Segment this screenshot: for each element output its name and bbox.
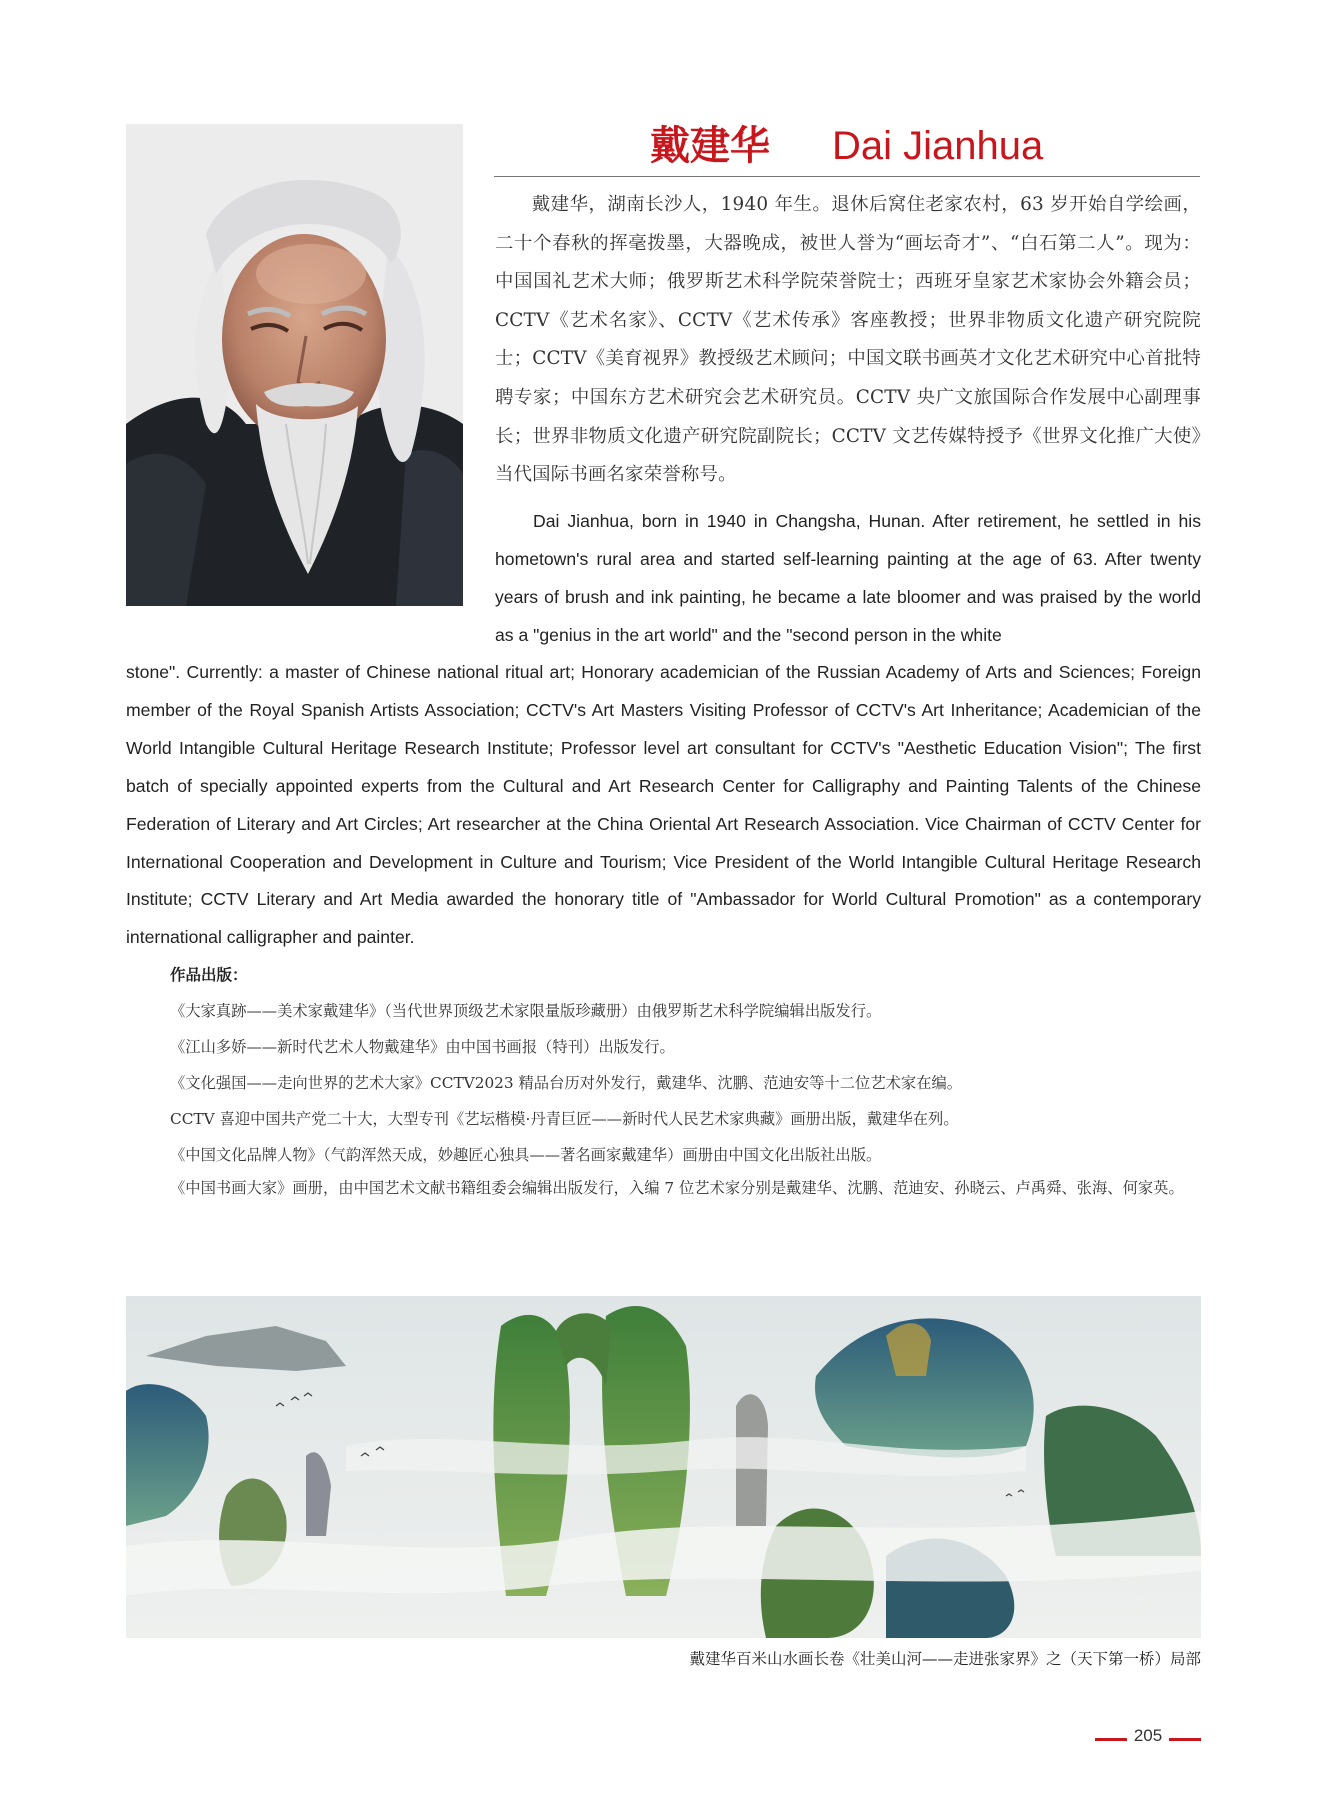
page-number-rule-right [1169, 1738, 1201, 1741]
landscape-illustration [126, 1296, 1201, 1638]
publication-item: 《中国文化品牌人物》（气韵浑然天成，妙趣匠心独具——著名画家戴建华）画册由中国文化出版社出版。 [170, 1146, 882, 1164]
biography-english-part1: Dai Jianhua, born in 1940 in Changsha, Hunan. After retirement, he settled in his hometown's rural area and started self-learning painting at the age of 63. After twenty years of brush and ink painting, he became a late bloomer and was praised by the world as a "genius in the art world" and the "second person in the white [495, 511, 1201, 645]
publication-item: 《中国书画大家》画册，由中国艺术文献书籍组委会编辑出版发行，入编 7 位艺术家分别是戴建华、沈鹏、范迪安、孙晓云、卢禹舜、张海、何家英。 [170, 1179, 1184, 1197]
biography-chinese: 戴建华，湖南长沙人，1940 年生。退休后窝住老家农村，63 岁开始自学绘画，二十个春秋的挥毫拨墨，大器晚成，被世人誉为“画坛奇才”、“白石第二人”。现为：中国国礼艺术大师；俄罗斯艺术科学院荣誉院士；西班牙皇家艺术家协会外籍会员；CCTV《艺术名家》、CCTV《艺术传承》客座教授；世界非物质文化遗产研究院院士；CCTV《美育视界》教授级艺术顾问；中国文联书画英才文化艺术研究中心首批特聘专家；中国东方艺术研究会艺术研究员。CCTV 央广文旅国际合作发展中心副理事长；世界非物质文化遗产研究院副院长；CCTV 文艺传媒特授予《世界文化推广大使》当代国际书画名家荣誉称号。 [495, 194, 1201, 486]
publication-item: 《江山多娇——新时代艺术人物戴建华》由中国书画报（特刊）出版发行。 [170, 1038, 675, 1056]
publication-item: CCTV 喜迎中国共产党二十大，大型专刊《艺坛楷模·丹青巨匠——新时代人民艺术家典藏》画册出版，戴建华在列。 [170, 1110, 959, 1128]
landscape-painting [126, 1296, 1201, 1638]
publication-item: 《大家真跡——美术家戴建华》（当代世界顶级艺术家限量版珍藏册）由俄罗斯艺术科学院编辑出版发行。 [170, 1002, 882, 1020]
page-number [1095, 1726, 1201, 1750]
publications-heading: 作品出版： [170, 966, 248, 984]
title-name-chinese: 戴建华 [650, 123, 770, 169]
painting-caption: 戴建华百米山水画长卷《壮美山河——走进张家界》之（天下第一桥）局部 [689, 1650, 1201, 1668]
title-name-english: Dai Jianhua [832, 124, 1044, 168]
publication-item: 《文化强国——走向世界的艺术大家》CCTV2023 精品台历对外发行，戴建华、沈鹏、范迪安等十二位艺术家在编。 [170, 1074, 963, 1092]
artist-portrait [126, 124, 463, 606]
page-number-rule-left [1095, 1738, 1127, 1741]
portrait-illustration [126, 124, 463, 606]
biography-english-part2: stone". Currently: a master of Chinese national ritual art; Honorary academician of the Russian Academy of Arts and Sciences; Foreign member of the Royal Spanish Artists Association; CCTV's Art Masters Visiting Professor of CCTV's Art Inheritance; Academician of the World Intangible Cultural Heritage Research Institute; Professor level art consultant for CCTV's "Aesthetic Education Vision"; The first batch of specially appointed experts from the Cultural and Art Research Center for Calligraphy and Painting Talents of the Chinese Federation of Literary and Art Circles; Art researcher at the China Oriental Art Research Association. Vice Chairman of CCTV Center for International Cooperation and Development in Culture and Tourism; Vice President of the World Intangible Cultural Heritage Research Institute; CCTV Literary and Art Media awarded the honorary title of "Ambassador for World Cultural Promotion" as a contemporary international calligrapher and painter. [126, 662, 1201, 948]
title-divider [494, 176, 1200, 177]
page-title [494, 118, 1200, 174]
page-number-text: 205 [1133, 1726, 1163, 1745]
